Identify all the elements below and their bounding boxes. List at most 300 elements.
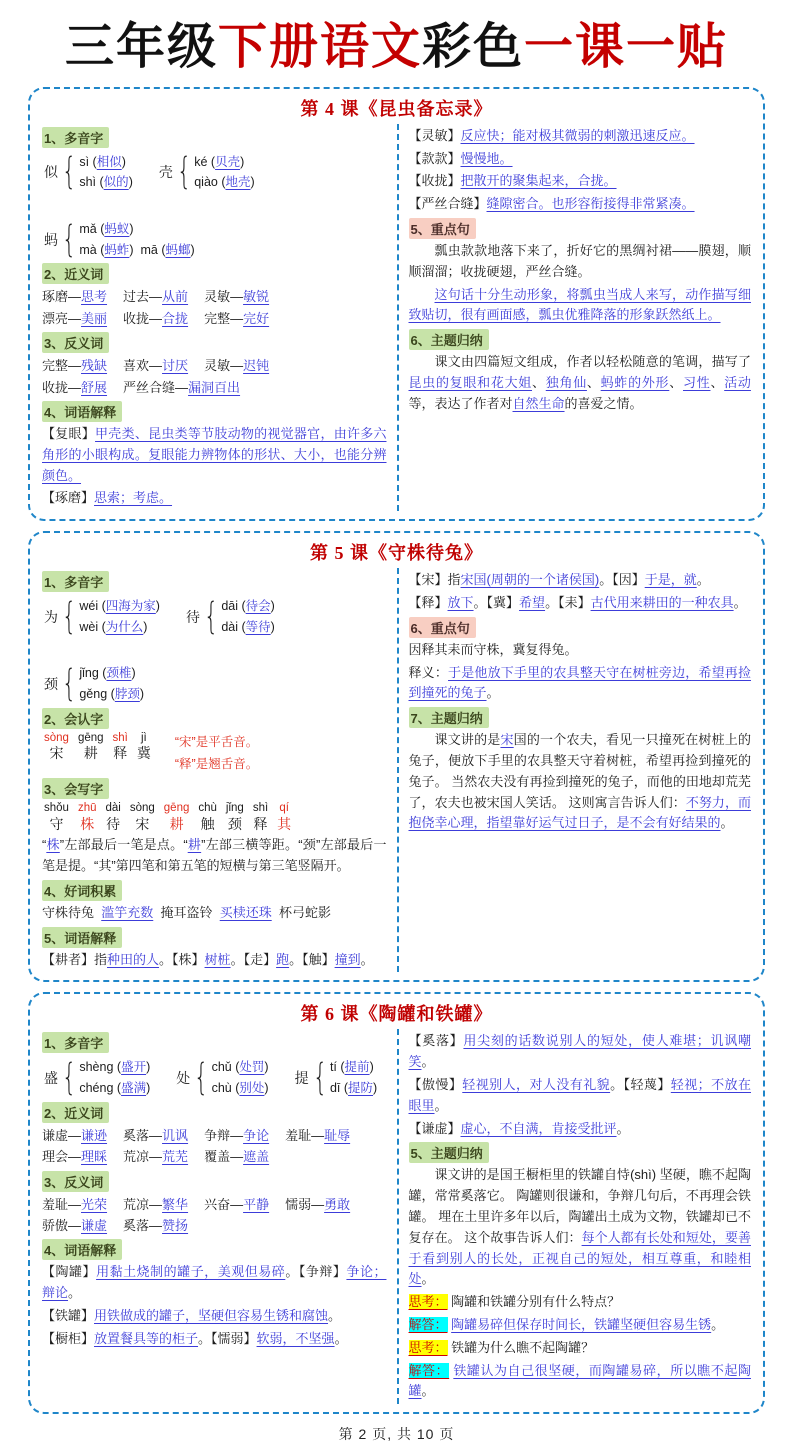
section-heading bbox=[42, 1032, 387, 1053]
example-word: 脖颈 bbox=[114, 687, 140, 702]
paragraph bbox=[409, 1292, 752, 1313]
source-word: 羞耻— bbox=[285, 1127, 325, 1143]
matched-word: 赞扬 bbox=[162, 1217, 189, 1233]
word-pair bbox=[123, 1149, 188, 1164]
text-segment: 。 bbox=[328, 1307, 342, 1323]
linked-term: 缝隙密合。也形容衔接得非常紧凑。 bbox=[486, 196, 695, 212]
section-heading bbox=[42, 880, 387, 901]
pinyin-text: chù ( bbox=[211, 1081, 240, 1096]
left-column bbox=[42, 124, 397, 511]
pinyin: shì bbox=[112, 731, 128, 744]
paren-close: ) bbox=[270, 599, 275, 614]
word-pair bbox=[42, 358, 107, 373]
polyphone-reading bbox=[194, 155, 244, 169]
pinyin: sòng bbox=[44, 731, 69, 744]
pinyin-characters-row bbox=[44, 732, 151, 763]
polyphone-group bbox=[186, 596, 275, 637]
source-word: 奚落— bbox=[123, 1217, 163, 1233]
text-segment: 。 bbox=[434, 1097, 448, 1113]
polyphone-reading bbox=[79, 155, 126, 169]
source-word: 覆盖— bbox=[204, 1149, 244, 1165]
section-heading-label: 2、近义词 bbox=[42, 1102, 109, 1123]
example-word: 蚂螂 bbox=[165, 242, 191, 257]
word-pair bbox=[123, 1218, 188, 1233]
polyphone-character: 处 bbox=[176, 1070, 191, 1087]
pinyin-text: mà ( bbox=[79, 242, 105, 257]
text-segment: 。 bbox=[334, 1330, 348, 1346]
word-pairs-row bbox=[42, 1125, 387, 1146]
text-segment: 。【冀】 bbox=[473, 595, 520, 611]
pinyin-character-item bbox=[44, 732, 69, 763]
answer-label: 解答： bbox=[408, 1316, 448, 1332]
text-segment: 、 bbox=[586, 374, 601, 390]
lesson-title: 第 5 课《守株待兔》 bbox=[310, 543, 483, 564]
text-segment: 。 bbox=[720, 815, 734, 831]
word-pair bbox=[123, 311, 188, 326]
text-segment: 。【争辩】 bbox=[285, 1264, 347, 1280]
polyphone-reading bbox=[194, 175, 254, 189]
paragraph bbox=[42, 488, 387, 509]
pinyin: jì bbox=[141, 731, 147, 744]
linked-term: 宋国(周朝的一个诸侯国) bbox=[460, 572, 600, 588]
paren-close: ) bbox=[129, 222, 134, 237]
hanzi: 耕 bbox=[83, 744, 98, 761]
text-segment: 【严丝合缝】 bbox=[408, 196, 487, 212]
matched-word: 迟钝 bbox=[243, 358, 270, 374]
paragraph bbox=[409, 149, 752, 170]
polyphone-reading bbox=[79, 243, 133, 257]
matched-word: 争论 bbox=[243, 1127, 270, 1143]
brace-icon: { bbox=[62, 1055, 77, 1099]
section-heading-label: 2、近义词 bbox=[42, 263, 109, 284]
word-pair bbox=[204, 1197, 269, 1212]
matched-word: 完好 bbox=[243, 310, 270, 326]
polyphone-reading bbox=[330, 1060, 374, 1074]
right-column bbox=[397, 1029, 752, 1404]
source-word: 过去— bbox=[123, 289, 163, 305]
polyphone-group bbox=[44, 596, 160, 637]
linked-term: 轻视；不放在眼里 bbox=[408, 1076, 751, 1113]
text-segment: 、 bbox=[669, 374, 684, 390]
paragraph bbox=[409, 1165, 752, 1290]
polyphone-reading-line bbox=[330, 1078, 377, 1099]
text-segment: 铁罐为什么瞧不起陶罐？ bbox=[447, 1339, 595, 1355]
lesson-columns bbox=[42, 1029, 751, 1404]
linked-term: 独角仙 bbox=[545, 374, 587, 390]
linked-term: 买椟还珠 bbox=[219, 904, 272, 920]
polyphone-group bbox=[44, 149, 133, 194]
word-pairs-block bbox=[42, 1125, 387, 1168]
polyphone-reading-line bbox=[79, 684, 144, 705]
source-word: 完整— bbox=[42, 358, 82, 374]
hanzi: 待 bbox=[106, 815, 121, 832]
source-word: 琢磨— bbox=[42, 289, 82, 305]
matched-word: 敏锐 bbox=[243, 289, 270, 305]
hanzi: 颈 bbox=[227, 815, 242, 832]
text-segment: 。 bbox=[421, 1054, 435, 1070]
lesson-columns bbox=[42, 124, 751, 511]
linked-term: 活动 bbox=[724, 374, 751, 390]
text-segment: 掩耳盗铃 bbox=[153, 904, 220, 920]
source-word: 完整— bbox=[204, 310, 244, 326]
section-heading bbox=[409, 329, 752, 350]
polyphone-reading bbox=[79, 175, 133, 189]
linked-term: 用铁做成的罐子，坚硬但容易生锈和腐蚀 bbox=[94, 1307, 329, 1323]
polyphone-readings bbox=[79, 596, 160, 637]
polyphone-group bbox=[158, 149, 255, 194]
brace-icon: { bbox=[204, 594, 219, 638]
polyphone-reading bbox=[79, 620, 147, 634]
linked-term: 放置餐具等的柜子 bbox=[94, 1330, 199, 1346]
matched-word: 谦逊 bbox=[81, 1127, 108, 1143]
section-heading bbox=[42, 1102, 387, 1123]
linked-term: 滥竽充数 bbox=[101, 904, 154, 920]
brace-icon: { bbox=[62, 661, 77, 705]
brace-icon: { bbox=[62, 216, 77, 261]
example-word: 似的 bbox=[103, 175, 129, 190]
polyphone-character: 似 bbox=[44, 164, 58, 181]
source-word: 骄傲— bbox=[42, 1217, 82, 1233]
pinyin: jǐng bbox=[225, 802, 244, 815]
text-segment: 【琢磨】 bbox=[42, 490, 95, 506]
linked-term: 甲壳类、昆虫类等节肢动物的视觉器官，由许多六角形的小眼构成。复眼能力辨物体的形状、大小，也能分辨颜色。 bbox=[42, 426, 387, 483]
word-pairs-row bbox=[42, 308, 387, 329]
section-heading-label: 1、多音字 bbox=[42, 571, 109, 592]
lesson-box-1 bbox=[28, 87, 765, 521]
hanzi: 释 bbox=[113, 744, 128, 761]
text-segment: 、 bbox=[532, 374, 546, 390]
matched-word: 舒展 bbox=[81, 379, 108, 395]
polyphone-group bbox=[44, 216, 195, 261]
linked-term: 于是，就 bbox=[644, 572, 697, 588]
pinyin-text: shì ( bbox=[79, 175, 104, 190]
word-pairs-row bbox=[42, 1215, 387, 1236]
linked-term: 争论；辩论 bbox=[42, 1264, 387, 1301]
source-word: 收拢— bbox=[123, 310, 163, 326]
polyphone-character: 颈 bbox=[44, 676, 58, 693]
section-heading bbox=[42, 1239, 387, 1260]
pinyin: dài bbox=[105, 802, 121, 815]
source-word: 收拢— bbox=[42, 379, 82, 395]
text-segment: 释义： bbox=[408, 664, 449, 680]
pinyin: chù bbox=[198, 802, 217, 815]
polyphone-reading bbox=[79, 666, 135, 680]
hanzi: 宋 bbox=[49, 744, 64, 761]
section-heading-label: 4、词语解释 bbox=[42, 401, 122, 422]
polyphone-reading bbox=[79, 1081, 150, 1095]
paragraph bbox=[42, 1262, 387, 1304]
brace-icon: { bbox=[194, 1055, 209, 1099]
polyphone-readings bbox=[212, 1057, 269, 1098]
hanzi: 冀 bbox=[136, 744, 151, 761]
text-segment: 课文由四篇短文组成，作者以轻松随意的笔调，描写了 bbox=[434, 354, 751, 370]
pinyin: shì bbox=[252, 802, 269, 815]
text-segment: 因释其耒而守株，冀复得兔。 bbox=[408, 641, 578, 657]
pinyin-character-item bbox=[78, 732, 104, 763]
linked-term: 习性 bbox=[683, 374, 711, 390]
pinyin: gēng bbox=[77, 731, 104, 744]
page-title bbox=[28, 18, 765, 77]
polyphone-character: 盛 bbox=[44, 1070, 58, 1087]
paren-close: ) bbox=[369, 1060, 374, 1075]
pinyin: sòng bbox=[129, 802, 155, 815]
brace-icon: { bbox=[312, 1055, 327, 1099]
pinyin-text: chǔ ( bbox=[211, 1060, 240, 1075]
paren-close: ) bbox=[264, 1060, 269, 1075]
section-heading-label: 5、词语解释 bbox=[42, 927, 122, 948]
think-label: 思考： bbox=[408, 1339, 448, 1355]
source-word: 争辩— bbox=[204, 1127, 244, 1143]
title-segment: 一课一贴 bbox=[524, 19, 729, 74]
pinyin-character-item bbox=[253, 802, 268, 833]
polyphone-group bbox=[44, 1057, 150, 1098]
source-word: 谦虚— bbox=[42, 1127, 82, 1143]
text-segment: 。【触】 bbox=[289, 951, 335, 967]
title-segment: 彩色 bbox=[422, 19, 525, 74]
linked-term: 铁罐认为自己很坚硬，而陶罐易碎，所以瞧不起陶罐 bbox=[408, 1362, 751, 1399]
paren-close: ) bbox=[131, 666, 136, 681]
example-word: 提前 bbox=[344, 1060, 370, 1075]
hanzi: 耕 bbox=[169, 815, 184, 832]
text-segment: “ bbox=[42, 837, 47, 853]
section-heading bbox=[42, 263, 387, 284]
section-heading-label: 5、主题归纳 bbox=[409, 1142, 489, 1163]
polyphone-reading bbox=[330, 1081, 377, 1095]
text-segment: 。 bbox=[421, 1271, 435, 1287]
linked-term: 虚心，不自满，肯接受批评 bbox=[460, 1120, 617, 1136]
hanzi: 触 bbox=[200, 815, 215, 832]
pinyin-character-item bbox=[105, 802, 120, 833]
title-segment: 下册语文 bbox=[217, 19, 422, 74]
source-word: 理会— bbox=[42, 1149, 82, 1165]
polyphone-reading-line bbox=[79, 172, 133, 193]
pinyin-text: dài ( bbox=[221, 619, 246, 634]
section-heading-label: 1、多音字 bbox=[42, 1032, 109, 1053]
text-segment: 。【懦弱】 bbox=[198, 1330, 257, 1346]
example-word: 蚂蚱 bbox=[104, 242, 130, 257]
section-heading-label: 1、多音字 bbox=[42, 127, 109, 148]
linked-term: 树桩 bbox=[204, 951, 231, 967]
polyphone-character: 待 bbox=[185, 608, 200, 625]
word-pair bbox=[42, 289, 107, 304]
text-segment: 守株待兔 bbox=[42, 904, 102, 920]
word-pair bbox=[285, 1197, 350, 1212]
source-word: 兴奋— bbox=[204, 1196, 244, 1212]
lesson-title: 第 4 课《昆虫备忘录》 bbox=[300, 98, 493, 119]
matched-word: 漏洞百出 bbox=[188, 379, 241, 395]
text-segment: 【收拢】 bbox=[408, 173, 461, 189]
paragraph bbox=[42, 903, 387, 924]
hanzi: 释 bbox=[253, 815, 268, 832]
word-pair bbox=[204, 311, 269, 326]
linked-term: 陶罐易碎但保存时间长，铁罐坚硬但容易生锈 bbox=[451, 1316, 712, 1332]
paren-close: ) bbox=[146, 1060, 151, 1075]
text-segment: ”左部三横等距。“颈”左部最后一笔是提。“其”第四笔和第五笔的短横与第三笔竖隔开。 bbox=[42, 837, 387, 873]
polyphone-row bbox=[44, 1057, 387, 1098]
example-word: 处罚 bbox=[239, 1060, 265, 1075]
polyphone-reading-line bbox=[221, 596, 275, 617]
pronunciation-note: “释”是翘舌音。 bbox=[174, 756, 259, 771]
text-segment: 国的一个农夫，看见一只撞死在树桩上的兔子，便放下手里的农具整天守着树桩，希望再捡到撞死的兔子。 当然农夫没有再捡到撞死的兔子，而他的田地却荒芜了，农夫也被宋国人笑话。 这则寓言告诉人们： bbox=[408, 732, 751, 810]
example-word: 盛开 bbox=[121, 1060, 147, 1075]
linked-term: 自然生命 bbox=[512, 395, 565, 411]
pinyin-text: ké ( bbox=[194, 154, 216, 169]
paragraph bbox=[409, 194, 752, 215]
text-segment: 【耕者】指 bbox=[42, 951, 108, 967]
word-pair bbox=[204, 1149, 269, 1164]
word-pair bbox=[42, 1149, 107, 1164]
text-segment: 。【轻蔑】 bbox=[610, 1076, 671, 1092]
example-word: 为什么 bbox=[105, 619, 144, 634]
text-segment: 【傲慢】 bbox=[408, 1076, 463, 1092]
pinyin-text: shèng ( bbox=[79, 1060, 122, 1075]
section-heading bbox=[42, 571, 387, 592]
polyphone-reading-line bbox=[221, 617, 275, 638]
paren-close: ) bbox=[373, 1081, 378, 1096]
polyphone-group bbox=[176, 1057, 268, 1098]
matched-word: 美丽 bbox=[81, 310, 108, 326]
polyphone-reading-line bbox=[79, 1078, 150, 1099]
paragraph bbox=[409, 663, 752, 705]
hanzi: 株 bbox=[80, 815, 95, 832]
pinyin-character-item bbox=[44, 802, 69, 833]
word-pair bbox=[123, 358, 188, 373]
linked-term: 蚂蚱的外形 bbox=[600, 374, 670, 390]
text-segment: 杯弓蛇影 bbox=[271, 904, 331, 920]
section-heading bbox=[409, 617, 752, 638]
brace-icon: { bbox=[176, 149, 192, 194]
section-heading-label: 2、会认字 bbox=[42, 708, 109, 729]
polyphone-reading-line bbox=[79, 152, 133, 173]
paragraph bbox=[409, 1315, 752, 1336]
matched-word: 平静 bbox=[243, 1196, 270, 1212]
text-segment: ”左部最后一笔是点。“ bbox=[59, 837, 188, 853]
paren-close: ) bbox=[155, 599, 160, 614]
pinyin-character-item bbox=[198, 802, 217, 833]
word-pairs-block bbox=[42, 355, 387, 398]
linked-term: 于是他放下手里的农具整天守在树桩旁边，希望再捡到撞死的兔子 bbox=[408, 664, 751, 701]
paren-close: ) bbox=[190, 242, 195, 257]
text-segment: 【橱柜】 bbox=[42, 1330, 95, 1346]
pinyin-characters-block bbox=[44, 802, 387, 833]
linked-term: 种田的人 bbox=[107, 951, 160, 967]
brace-icon: { bbox=[62, 149, 77, 194]
section-heading bbox=[42, 332, 387, 353]
text-segment: 【奚落】 bbox=[408, 1033, 464, 1049]
text-segment: 。【株】 bbox=[159, 951, 205, 967]
text-segment: 。 bbox=[421, 1383, 435, 1399]
pinyin-character-item bbox=[78, 802, 97, 833]
polyphone-readings bbox=[221, 596, 275, 637]
lesson-box-2 bbox=[28, 531, 765, 982]
source-word: 灵敏— bbox=[204, 358, 244, 374]
paren-close: ) bbox=[264, 1081, 269, 1096]
section-heading bbox=[42, 1171, 387, 1192]
polyphone-readings bbox=[194, 152, 254, 193]
polyphone-reading bbox=[221, 599, 275, 613]
left-column bbox=[42, 568, 397, 972]
example-word: 等待 bbox=[245, 619, 271, 634]
polyphone-reading-line bbox=[79, 219, 194, 240]
linked-term: 撞到 bbox=[334, 951, 361, 967]
polyphone-reading-line bbox=[330, 1057, 377, 1078]
example-word: 四海为家 bbox=[105, 599, 156, 614]
polyphone-reading-line bbox=[79, 240, 194, 261]
source-word: 羞耻— bbox=[42, 1196, 82, 1212]
text-segment: 【谦虚】 bbox=[408, 1120, 461, 1136]
paragraph bbox=[409, 352, 752, 414]
matched-word: 光荣 bbox=[81, 1196, 108, 1212]
section-heading bbox=[42, 401, 387, 422]
word-pairs-block bbox=[42, 1194, 387, 1237]
source-word: 奚落— bbox=[123, 1127, 163, 1143]
word-pair bbox=[204, 289, 269, 304]
paren-close: ) bbox=[143, 619, 148, 634]
pinyin-character-item bbox=[137, 732, 151, 763]
pinyin-text: qiào ( bbox=[194, 175, 226, 190]
paren-close: ) bbox=[128, 175, 133, 190]
polyphone-reading bbox=[79, 222, 133, 236]
linked-term: 这句话十分生动形象，将瓢虫当成人来写，动作描写细致贴切，很有画面感，瓢虫优雅降落的形象跃然纸上。 bbox=[408, 286, 751, 323]
polyphone-reading-line bbox=[79, 1057, 150, 1078]
linked-term: 思索；考虑。 bbox=[94, 490, 173, 506]
pinyin-text: mǎ ( bbox=[79, 222, 105, 237]
pinyin-text: gěng ( bbox=[79, 687, 115, 702]
linked-term: 希望 bbox=[519, 595, 546, 611]
title-segment: 三年级 bbox=[64, 19, 218, 74]
example-word: 待会 bbox=[245, 599, 271, 614]
pinyin-character-item bbox=[226, 802, 244, 833]
polyphone-reading bbox=[79, 599, 160, 613]
pinyin-character-item bbox=[164, 802, 190, 833]
word-pairs-row bbox=[42, 377, 387, 398]
pinyin-text: chéng ( bbox=[79, 1081, 122, 1096]
text-segment: 。【耒】 bbox=[545, 595, 591, 611]
hanzi: 守 bbox=[49, 815, 64, 832]
section-heading-label: 5、重点句 bbox=[409, 218, 476, 239]
lesson-box-3 bbox=[28, 992, 765, 1414]
left-column bbox=[42, 1029, 397, 1404]
linked-term: 用黏土烧制的罐子，美观但易碎 bbox=[96, 1264, 286, 1280]
section-heading bbox=[409, 1142, 752, 1163]
linked-term: 不努力，而抱侥幸心理，指望靠好运气过日子，是不会有好结果的 bbox=[408, 794, 751, 831]
word-pair bbox=[42, 1218, 107, 1233]
text-segment: 【释】 bbox=[408, 595, 448, 611]
text-segment: 。【走】 bbox=[230, 951, 277, 967]
word-pairs-row bbox=[42, 1146, 387, 1167]
pinyin-text: dī ( bbox=[329, 1081, 349, 1096]
pinyin-character-item bbox=[113, 732, 128, 763]
section-heading-label: 3、反义词 bbox=[42, 1171, 109, 1192]
paragraph bbox=[409, 593, 752, 614]
lesson-columns bbox=[42, 568, 751, 972]
text-segment: 。 bbox=[68, 1285, 82, 1301]
example-word: 贝壳 bbox=[215, 154, 241, 169]
polyphone-readings bbox=[79, 219, 194, 260]
matched-word: 合拢 bbox=[162, 310, 189, 326]
paragraph bbox=[409, 1075, 752, 1117]
polyphone-reading-line bbox=[212, 1057, 269, 1078]
matched-word: 理睬 bbox=[81, 1149, 108, 1165]
section-heading-label: 6、重点句 bbox=[409, 617, 476, 638]
linked-term: 反应快；能对极其微弱的刺激迅速反应。 bbox=[460, 127, 695, 143]
linked-term: 耕 bbox=[187, 837, 202, 853]
text-segment: 。 bbox=[696, 572, 710, 588]
pinyin-character-item bbox=[130, 802, 155, 833]
source-word: 荒凉— bbox=[123, 1149, 163, 1165]
hanzi: 宋 bbox=[135, 815, 150, 832]
paragraph bbox=[409, 730, 752, 834]
